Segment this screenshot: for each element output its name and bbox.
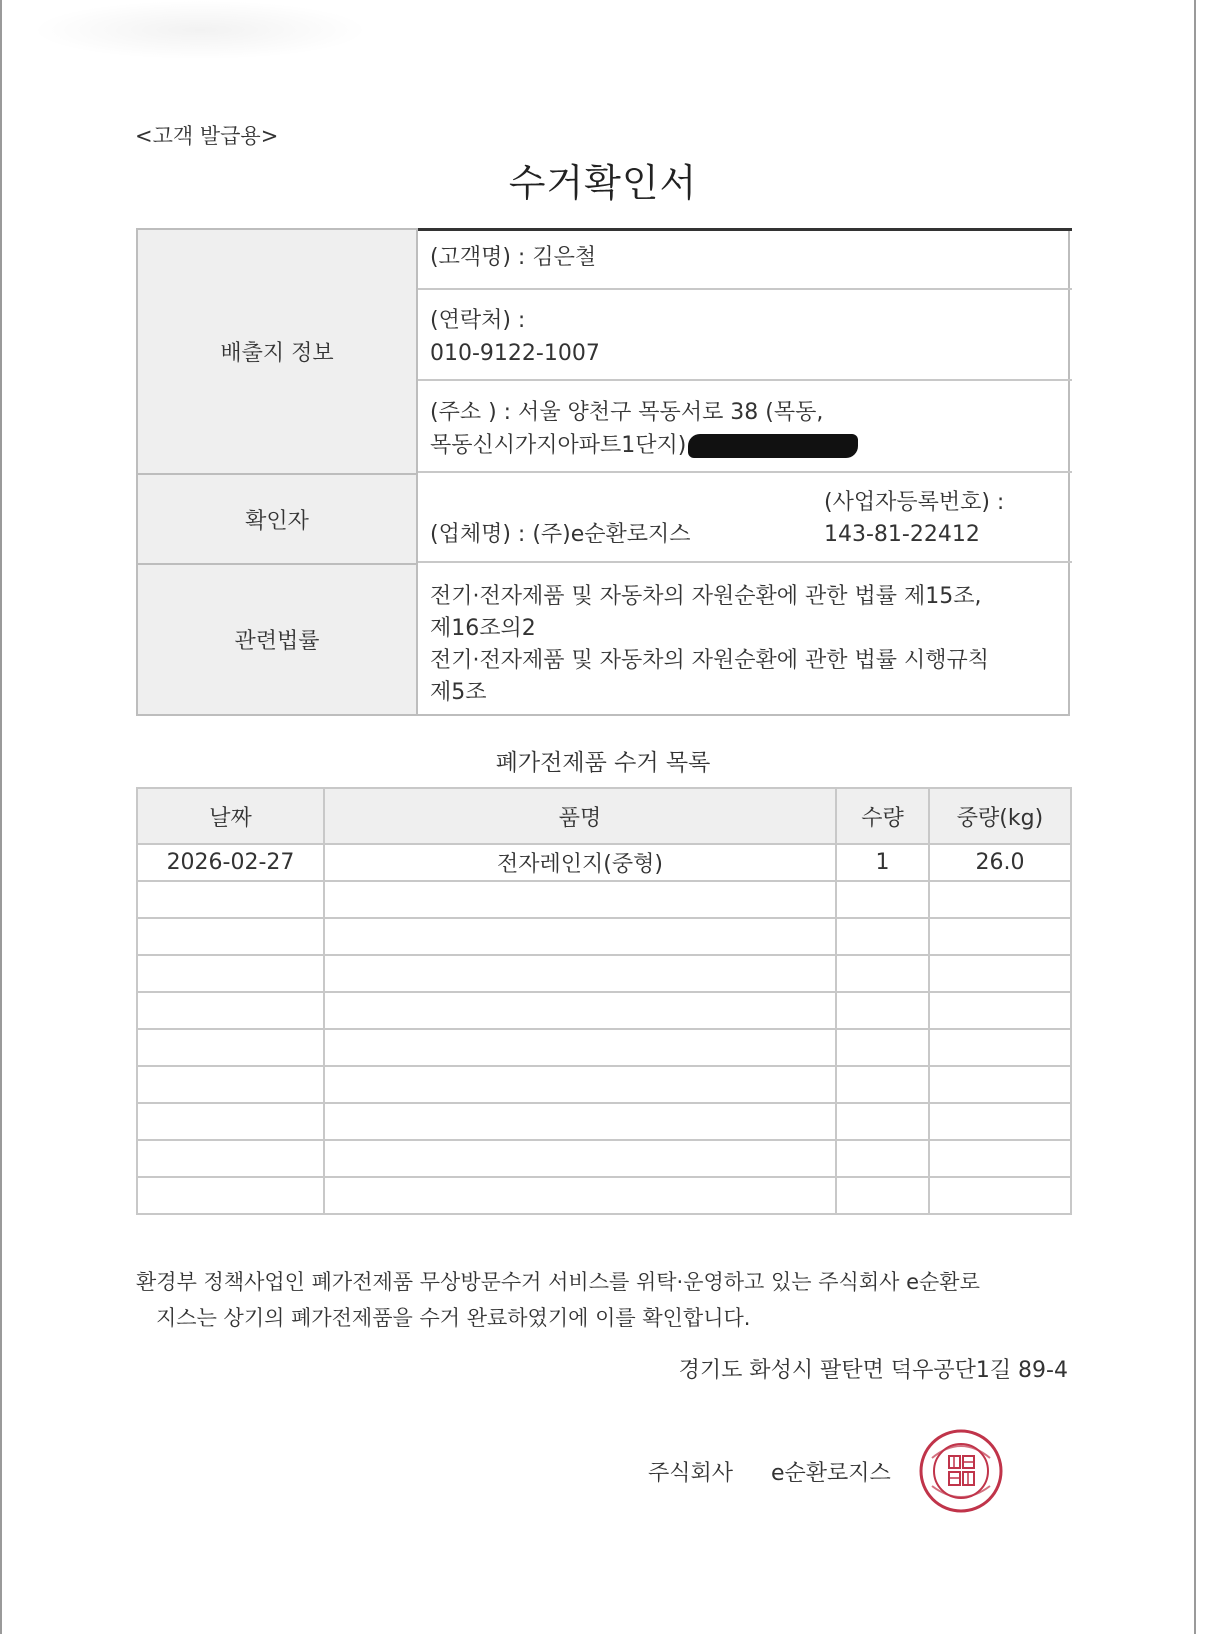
confirmer-label: 확인자 — [138, 473, 418, 563]
contact-label: (연락처) : — [430, 308, 526, 333]
scan-shadow — [30, 0, 370, 60]
info-table-top-rule — [418, 228, 1072, 231]
empty-cell — [929, 1066, 1071, 1103]
empty-cell — [836, 1103, 929, 1140]
company-name-sign: e순환로지스 — [771, 1461, 891, 1486]
list-title: 폐가전제품 수거 목록 — [495, 750, 711, 776]
empty-cell — [137, 1140, 324, 1177]
law-line-1: 전기·전자제품 및 자동차의 자원순환에 관한 법률 제15조, — [430, 584, 982, 609]
empty-cell — [836, 992, 929, 1029]
biz-reg-value: 143-81-22412 — [824, 522, 980, 547]
company-seal-stamp — [918, 1428, 1004, 1514]
empty-cell — [137, 1066, 324, 1103]
col-header-qty: 수량 — [836, 788, 929, 844]
empty-cell — [929, 955, 1071, 992]
statement-line-2: 지스는 상기의 폐가전제품을 수거 완료하였기에 이를 확인합니다. — [156, 1306, 751, 1330]
empty-cell — [324, 918, 836, 955]
cell-date: 2026-02-27 — [137, 844, 324, 881]
company-name: (업체명) : (주)e순환로지스 — [430, 522, 691, 547]
cell-item: 전자레인지(중형) — [324, 844, 836, 881]
cell-qty: 1 — [836, 844, 929, 881]
company-prefix: 주식회사 — [648, 1461, 734, 1486]
table-row — [137, 844, 1071, 881]
info-table — [136, 228, 1070, 716]
empty-row — [137, 1103, 1071, 1140]
redaction-mark — [688, 434, 858, 458]
row-divider — [418, 561, 1072, 563]
empty-cell — [929, 992, 1071, 1029]
empty-cell — [929, 1103, 1071, 1140]
empty-cell — [324, 992, 836, 1029]
empty-cell — [929, 1140, 1071, 1177]
empty-row — [137, 1140, 1071, 1177]
table-header-row — [137, 788, 1071, 844]
empty-cell — [929, 1177, 1071, 1214]
empty-cell — [324, 1066, 836, 1103]
empty-cell — [929, 881, 1071, 918]
empty-cell — [836, 955, 929, 992]
empty-cell — [324, 1029, 836, 1066]
confirmation-statement — [136, 1264, 1076, 1336]
col-header-weight: 중량(kg) — [929, 788, 1071, 844]
law-line-3: 전기·전자제품 및 자동차의 자원순환에 관한 법률 시행규칙 — [430, 648, 990, 673]
statement-line-1: 환경부 정책사업인 폐가전제품 무상방문수거 서비스를 위탁·운영하고 있는 주식회사 e순환로 — [136, 1270, 980, 1294]
empty-cell — [929, 1029, 1071, 1066]
empty-row — [137, 992, 1071, 1029]
empty-cell — [836, 1029, 929, 1066]
contact-value: 010-9122-1007 — [430, 341, 600, 366]
address-line-2-text: 목동신시가지아파트1단지) — [430, 433, 687, 458]
empty-cell — [324, 1140, 836, 1177]
discharge-info-label: 배출지 정보 — [138, 230, 418, 473]
cell-weight: 26.0 — [929, 844, 1071, 881]
law-label: 관련법률 — [138, 563, 418, 714]
empty-cell — [137, 955, 324, 992]
empty-row — [137, 1066, 1071, 1103]
empty-row — [137, 918, 1071, 955]
empty-cell — [137, 918, 324, 955]
row-divider — [418, 379, 1072, 381]
empty-cell — [137, 1103, 324, 1140]
law-line-2: 제16조의2 — [430, 616, 536, 641]
document-title: 수거확인서 — [508, 161, 698, 205]
address-line-2 — [430, 430, 858, 462]
empty-cell — [929, 918, 1071, 955]
empty-cell — [836, 918, 929, 955]
row-divider — [418, 288, 1072, 290]
empty-row — [137, 881, 1071, 918]
empty-row — [137, 955, 1071, 992]
row-divider — [418, 471, 1072, 473]
empty-row — [137, 1177, 1071, 1214]
issuer — [648, 1456, 891, 1487]
empty-cell — [324, 1177, 836, 1214]
empty-cell — [836, 1140, 929, 1177]
empty-row — [137, 1029, 1071, 1066]
empty-cell — [836, 1066, 929, 1103]
col-header-item: 품명 — [324, 788, 836, 844]
empty-cell — [137, 1029, 324, 1066]
empty-cell — [137, 992, 324, 1029]
copy-label: <고객 발급용> — [135, 124, 279, 148]
collection-list-table — [136, 787, 1072, 1215]
page-edge-left — [0, 0, 2, 1634]
page-edge-right — [1194, 0, 1196, 1634]
law-line-4: 제5조 — [430, 680, 487, 705]
empty-cell — [324, 881, 836, 918]
customer-name: (고객명) : 김은철 — [430, 245, 597, 270]
address-line-1: (주소 ) : 서울 양천구 목동서로 38 (목동, — [430, 400, 824, 425]
empty-cell — [324, 1103, 836, 1140]
col-header-date: 날짜 — [137, 788, 324, 844]
empty-cell — [836, 1177, 929, 1214]
biz-reg-label: (사업자등록번호) : — [824, 490, 1005, 515]
company-address: 경기도 화성시 팔탄면 덕우공단1길 89-4 — [678, 1358, 1068, 1383]
empty-cell — [137, 1177, 324, 1214]
empty-cell — [324, 955, 836, 992]
empty-cell — [836, 881, 929, 918]
empty-cell — [137, 881, 324, 918]
